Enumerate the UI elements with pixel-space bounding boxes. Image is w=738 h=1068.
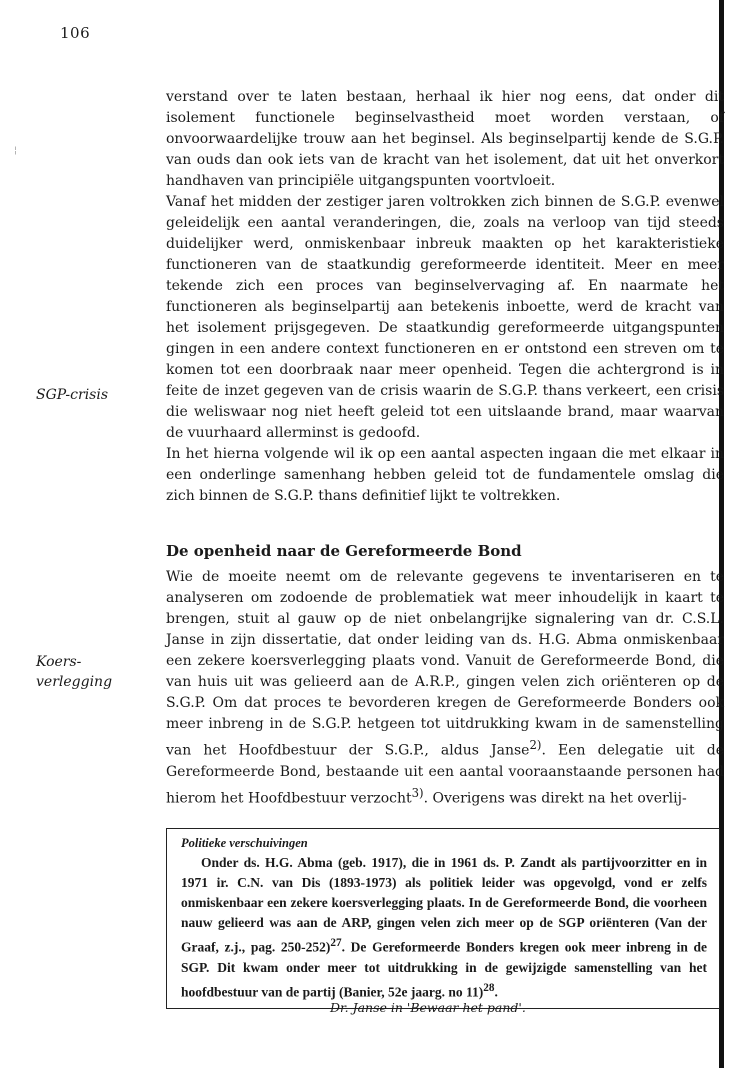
margin-note-text: SGP-crisis xyxy=(36,387,109,403)
paragraph-text: Wie de moeite neemt om de relevante gegevens te inventariseren en te analyseren om zodoende de problematiek wat meer inhoudelijk in kaart te brengen, stuit al gauw op de niet onbelangrijke signalering van dr. C.S.L. Janse in zijn dissertatie, dat onder leiding van ds. H.G. Abma onmiskenbaar een zekere koersverlegging plaats vond. Vanuit de Gereformeerde Bond, die van huis uit was gelieerd aan de A.R.P., gingen velen zich oriënteren op de S.G.P. Om dat proces te bevorderen kregen de Gereformeerde Bonders ook meer inbreng in de S.G.P. hetgeen tot uitdrukking kwam in de samenstelling van het Hoofdbestuur der S.G.P., aldus Janse xyxy=(166,569,724,759)
quote-text: Onder ds. H.G. Abma (geb. 1917), die in 1961 ds. P. Zandt als partijvoorzitter en in 1971 ir. C.N. van Dis (1893-1973) als politiek leider was opgevolgd, vond er zelfs onmiskenbaar een zekere koersverlegging plaats. In de Gereformeerde Bond, die voorheen nauw gelieerd was aan de ARP, gingen velen zich meer op de SGP oriënteren (Van der Graaf, z.j., pag. 250-252) xyxy=(181,855,707,955)
image-caption: Dr. Janse in 'Bewaar het pand'. xyxy=(330,1000,526,1015)
quote-box xyxy=(166,828,720,1009)
margin-note-text: verlegging xyxy=(36,674,113,690)
margin-note-koersverlegging xyxy=(36,652,158,692)
paragraph xyxy=(166,567,724,809)
margin-note-sgp-crisis xyxy=(36,385,158,405)
margin-note-text: Koers- xyxy=(36,654,82,670)
footnote-ref: 28 xyxy=(483,981,495,994)
quote-text: . xyxy=(494,984,498,999)
footnote-ref: 3) xyxy=(411,785,424,800)
page-number: 106 xyxy=(60,24,91,42)
footnote-ref: 27 xyxy=(330,937,342,949)
quote-box-text xyxy=(181,853,707,1002)
paragraph-text: . Een delegatie uit de Gereformeerde Bond, bestaande uit een aantal vooraanstaande personen had hierom het Hoofdbestuur verzocht xyxy=(166,742,724,807)
stray-mark: ¦ xyxy=(14,146,18,156)
paragraph: verstand over te laten bestaan, herhaal ik hier nog eens, dat onder dit isolement functionele beginselvastheid moet worden verstaan, of onvoorwaardelijke trouw aan het beginsel. Als beginselpartij kende de S.G.P. van ouds dan ook iets van de kracht van het isolement, dat uit het onverkort handhaven van principiële uitgangspunten voortvloeit. xyxy=(166,89,724,189)
body-text-upper xyxy=(166,87,724,507)
paragraph: Vanaf het midden der zestiger jaren voltrokken zich binnen de S.G.P. evenwel geleidelijk een aantal veranderingen, die, zoals na verloop van tijd steeds duidelijker werd, onmiskenbaar inbreuk maakten op het karakteristieke functioneren van de staatkundig gereformeerde identiteit. Meer en meer tekende zich een proces van beginselvervaging af. En naarmate het functioneren als beginselpartij aan betekenis inboette, werd de kracht van het isolement prijsgegeven. De staatkundig gereformeerde uitgangspunten gingen in een andere context functioneren en er ontstond een streven om te komen tot een doorbraak naar meer openheid. Tegen die achtergrond is in feite de inzet gegeven van de crisis waarin de S.G.P. thans verkeert, een crisis die weliswaar nog niet heeft geleid tot een uitslaande brand, maar waarvan de vuurhaard allerminst is gedoofd. xyxy=(166,194,724,441)
footnote-ref: 2) xyxy=(529,738,542,752)
section-heading: De openheid naar de Gereformeerde Bond xyxy=(166,542,522,560)
quote-box-title: Politieke verschuivingen xyxy=(181,836,308,850)
quote-text: . De Gereformeerde Bonders kregen ook meer inbreng in de SGP. Dit kwam onder meer tot uitdrukking in de gewijzigde samenstelling van het hoofdbestuur van de partij (Banier, 52e jaarg. no 11) xyxy=(181,939,707,999)
body-text-lower xyxy=(166,567,724,809)
paragraph-text: . Overigens was direkt na het overlij- xyxy=(423,790,687,807)
paragraph: In het hierna volgende wil ik op een aantal aspecten ingaan die met elkaar in een onderlinge samenhang hebben geleid tot de fundamentele omslag die zich binnen de S.G.P. thans definitief lijkt te voltrekken. xyxy=(166,446,724,504)
